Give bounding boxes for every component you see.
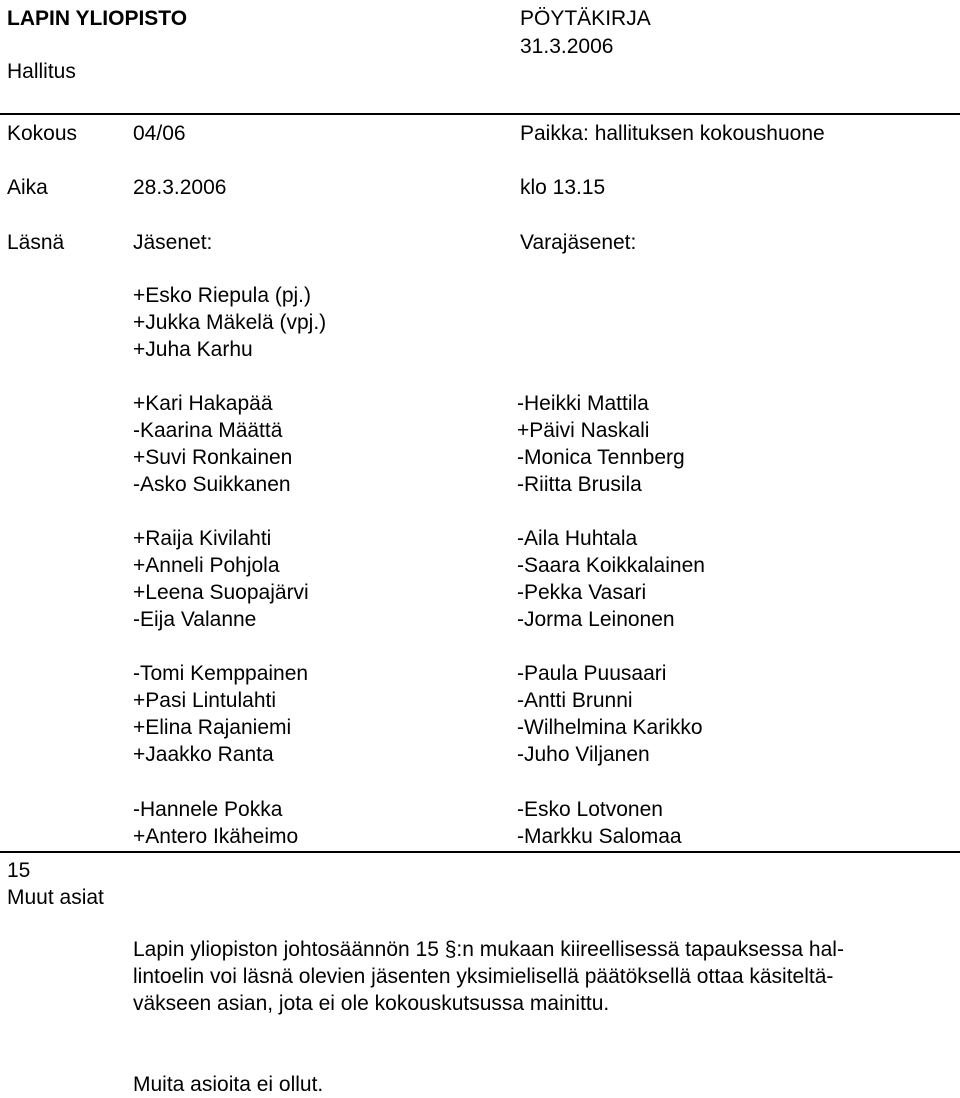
list-item: -Riitta Brusila — [517, 473, 642, 496]
list-item: -Jorma Leinonen — [517, 608, 675, 631]
section-title: Muut asiat — [7, 886, 104, 909]
list-item: -Eija Valanne — [133, 608, 257, 631]
list-item: -Pekka Vasari — [517, 581, 647, 604]
list-item: -Asko Suikkanen — [133, 473, 291, 496]
list-item: -Hannele Pokka — [133, 798, 283, 821]
kokous-value: 04/06 — [133, 122, 186, 145]
body-name: Hallitus — [7, 60, 76, 83]
list-item: -Antti Brunni — [517, 689, 633, 712]
list-item: +Leena Suopajärvi — [133, 581, 309, 604]
list-item: -Esko Lotvonen — [517, 798, 663, 821]
attendance-label: Läsnä — [7, 231, 65, 254]
list-item: -Juho Viljanen — [517, 743, 650, 766]
paragraph-line: Lapin yliopiston johtosäännön 15 §:n mukaan kiireellisessä tapauksessa hal- — [133, 938, 844, 961]
header-divider — [0, 113, 960, 115]
list-item: +Juha Karhu — [133, 338, 253, 361]
section-paragraph — [133, 936, 933, 1017]
meeting-time: klo 13.15 — [520, 176, 606, 199]
deputies-group-4 — [517, 796, 682, 850]
kokous-label: Kokous — [7, 122, 78, 145]
list-item: +Esko Riepula (pj.) — [133, 284, 311, 307]
list-item: +Kari Hakapää — [133, 392, 273, 415]
list-item: -Saara Koikkalainen — [517, 554, 705, 577]
list-item: +Elina Rajaniemi — [133, 716, 292, 739]
members-group-3 — [133, 660, 308, 768]
list-item: -Aila Huhtala — [517, 527, 638, 550]
deputies-group-3 — [517, 660, 703, 768]
list-item: -Heikki Mattila — [517, 392, 649, 415]
list-item: +Suvi Ronkainen — [133, 446, 293, 469]
list-item: +Jukka Mäkelä (vpj.) — [133, 311, 327, 334]
meeting-place: Paikka: hallituksen kokoushuone — [520, 122, 825, 145]
list-item: -Kaarina Määttä — [133, 419, 283, 442]
list-item: +Päivi Naskali — [517, 419, 650, 442]
list-item: -Tomi Kemppainen — [133, 662, 309, 685]
deputies-header: Varajäsenet: — [520, 231, 637, 254]
aika-label: Aika — [7, 176, 48, 199]
doc-date: 31.3.2006 — [520, 35, 614, 58]
aika-value: 28.3.2006 — [133, 176, 227, 199]
members-header: Jäsenet: — [133, 231, 213, 254]
paragraph-line: väkseen asian, jota ei ole kokouskutsussa mainittu. — [133, 992, 610, 1015]
deputies-group-1 — [517, 390, 685, 498]
section-number: 15 — [7, 859, 31, 882]
list-item: -Paula Puusaari — [517, 662, 667, 685]
org-name: LAPIN YLIOPISTO — [7, 7, 188, 30]
list-item: -Wilhelmina Karikko — [517, 716, 703, 739]
leaders-list — [133, 282, 326, 363]
members-group-1 — [133, 390, 292, 498]
list-item: +Anneli Pohjola — [133, 554, 280, 577]
members-group-2 — [133, 525, 309, 633]
list-item: +Antero Ikäheimo — [133, 825, 299, 848]
list-item: +Jaakko Ranta — [133, 743, 274, 766]
deputies-group-2 — [517, 525, 705, 633]
members-group-4 — [133, 796, 298, 850]
list-item: -Monica Tennberg — [517, 446, 685, 469]
list-item: -Markku Salomaa — [517, 825, 682, 848]
paragraph-line: lintoelin voi läsnä olevien jäsenten yksimielisellä päätöksellä ottaa käsiteltä- — [133, 965, 834, 988]
section-divider — [0, 851, 960, 853]
list-item: +Raija Kivilahti — [133, 527, 272, 550]
closing-statement: Muita asioita ei ollut. — [133, 1073, 324, 1096]
list-item: +Pasi Lintulahti — [133, 689, 277, 712]
doc-type: PÖYTÄKIRJA — [520, 7, 651, 30]
